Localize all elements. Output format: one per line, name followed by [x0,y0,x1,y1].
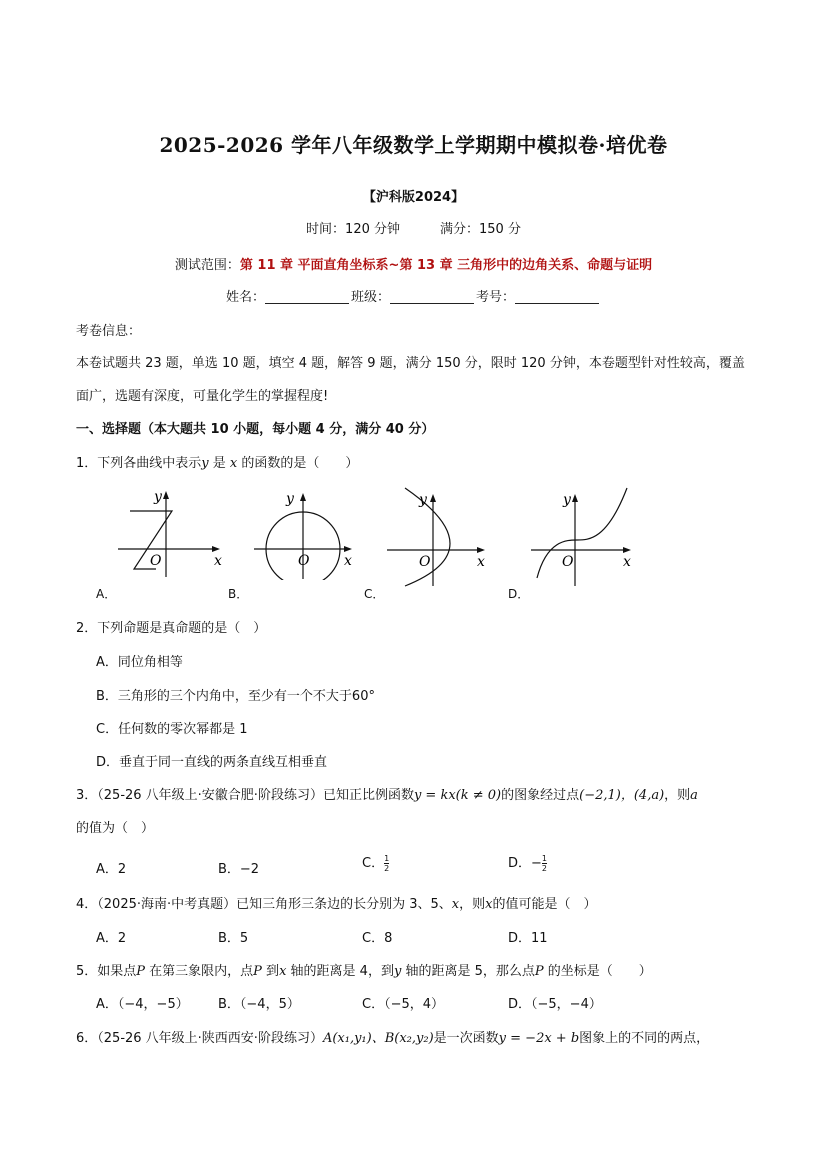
q3-option-a[interactable]: A．2 [96,862,127,877]
class-field[interactable] [390,289,474,304]
test-scope [0,254,827,273]
question-2-stem: 2．下列命题是真命题的是（ ） [76,621,267,636]
graph-c-x-label: x [477,554,485,570]
q1-graph-b [248,485,363,580]
graph-d-origin: O [562,554,574,570]
q5-option-a[interactable]: A．（−4，−5） [96,997,189,1012]
section-1-heading: 一、选择题（本大题共 10 小题，每小题 4 分，满分 40 分） [76,422,435,437]
question-6-stem: 6．（25-26 八年级上·陕西西安·阶段练习）A(x₁,y₁)、B(x₂,y₂)是一次函数y = −2x + b图象上的不同的两点， [76,1031,710,1046]
q2-option-d[interactable]: D．垂直于同一直线的两条直线互相垂直 [96,755,328,770]
graph-c-y-label: y [419,492,427,508]
q1-graph-a [110,485,230,580]
class-label: 班级： [350,290,390,305]
q2-option-a[interactable]: A．同位角相等 [96,655,183,670]
graph-b-x-label: x [344,553,352,569]
question-3-stem-line2: 的值为（ ） [76,821,155,836]
q1-option-d[interactable]: D． [508,587,530,601]
number-field[interactable] [515,289,599,304]
q5-option-c[interactable]: C．（−5，4） [362,997,445,1012]
page-title: 2025-2026 学年八年级数学上学期期中模拟卷·培优卷 [159,133,668,157]
number-label: 考号： [476,290,516,305]
q2-option-c[interactable]: C．任何数的零次幂都是 1 [96,722,248,737]
q3-option-d[interactable]: D．− $\frac{1}{2}$ [508,854,547,873]
exam-time: 时间：120 分钟 [306,222,400,237]
q5-option-b[interactable]: B．（−4，5） [218,997,300,1012]
graph-c-origin: O [419,554,431,570]
scope-value: 第 11 章 平面直角坐标系~第 13 章 三角形中的边角关系、命题与证明 [239,258,653,273]
graph-b-y-label: y [286,491,294,507]
graph-a-x-label: x [214,553,222,569]
q1-option-b[interactable]: B． [228,587,249,601]
q4-option-a[interactable]: A．2 [96,931,127,946]
student-info-line [0,286,827,305]
q1-option-a[interactable]: A． [96,587,117,601]
q1-graph-d [527,482,642,587]
q4-option-c[interactable]: C．8 [362,931,393,946]
exam-score: 满分：150 分 [440,222,521,237]
q5-option-d[interactable]: D．（−5，−4） [508,997,602,1012]
info-line-1: 本卷试题共 23 题，单选 10 题，填空 4 题，解答 9 题，满分 150 分，限时 120 分钟，本卷题型针对性较高，覆盖 [76,356,745,371]
q4-option-d[interactable]: D．11 [508,931,548,946]
question-4-stem: 4．（2025·海南·中考真题）已知三角形三条边的长分别为 3、5、x，则x的值可能是（ ） [76,897,597,912]
graph-a-y-label: y [154,489,162,505]
q2-option-b[interactable]: B．三角形的三个内角中，至少有一个不大于60° [96,689,375,704]
q1-graph-c [383,482,493,587]
q3-option-b[interactable]: B．−2 [218,862,260,877]
question-3-stem: 3．（25-26 八年级上·安徽合肥·阶段练习）已知正比例函数y = kx(k ≠ 0)的图象经过点(−2,1)，(4,a)，则a [76,788,698,803]
graph-d-x-label: x [623,554,631,570]
graph-a-origin: O [150,553,162,569]
time-score-line [0,218,827,237]
question-5-stem: 5．如果点P 在第三象限内，点P 到x 轴的距离是 4，到y 轴的距离是 5，那么点P 的坐标是（ ） [76,964,652,979]
info-line-2: 面广，选题有深度，可量化学生的掌握程度! [76,389,329,404]
q3-option-c[interactable]: C． $\frac{1}{2}$ [362,854,390,873]
scope-label: 测试范围： [174,258,240,273]
question-1-stem: 1．下列各曲线中表示y 是 x 的函数的是（ ） [76,456,359,471]
graph-d-y-label: y [563,492,571,508]
info-title: 考卷信息： [76,324,142,339]
graph-b-origin: O [298,553,310,569]
name-label: 姓名： [225,290,265,305]
name-field[interactable] [265,289,349,304]
edition-label: 【沪科版2024】 [362,190,465,205]
q4-option-b[interactable]: B．5 [218,931,249,946]
q1-option-c[interactable]: C． [364,587,385,601]
